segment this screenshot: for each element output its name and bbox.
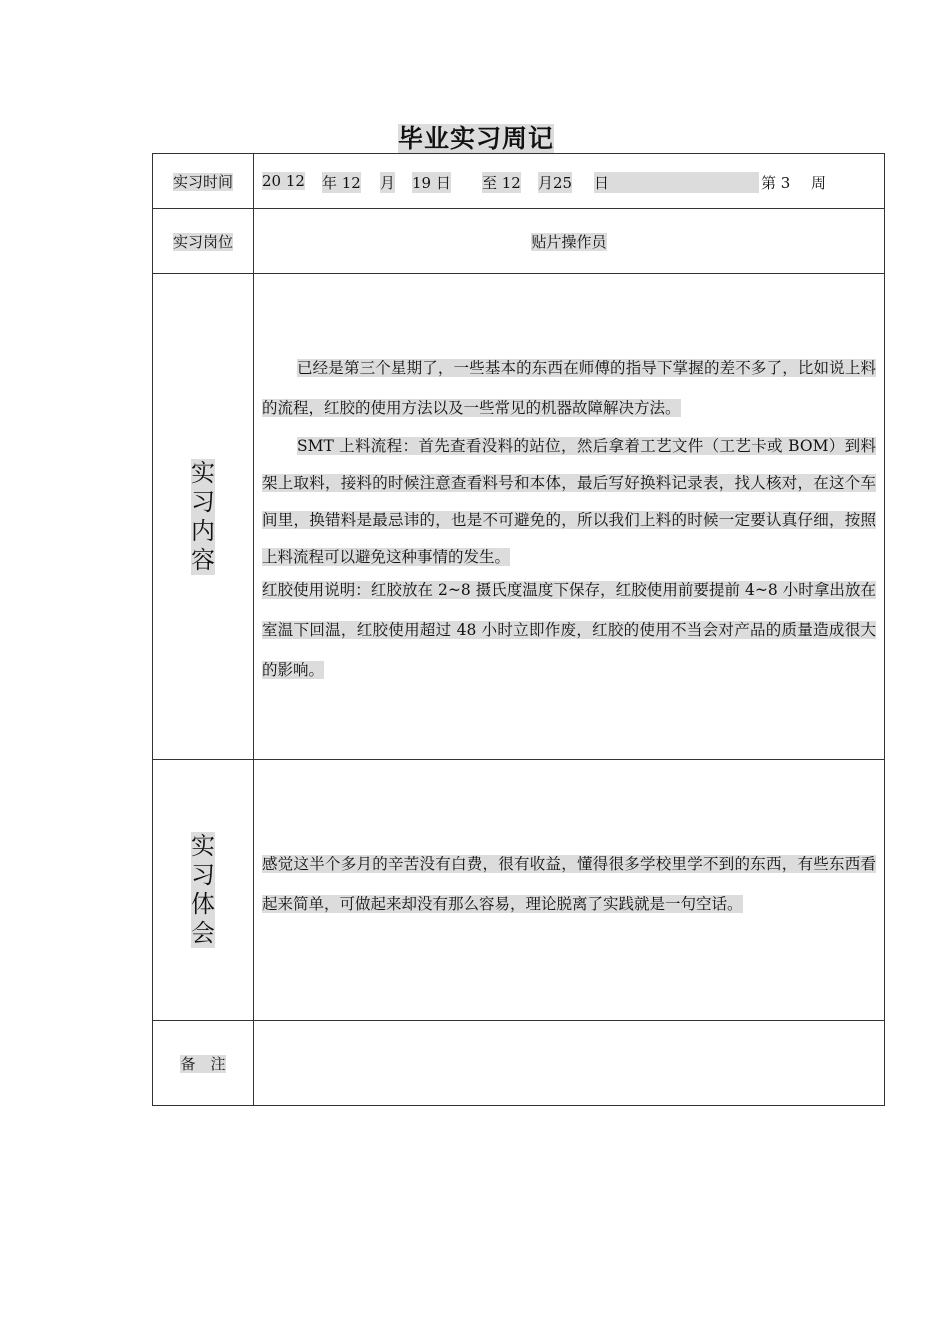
experience-label-cell bbox=[153, 760, 254, 1021]
time-end-month: 月25 bbox=[538, 174, 573, 192]
weekly-journal-form bbox=[152, 153, 885, 1106]
content-paragraph-3: 红胶使用说明：红胶放在 2~8 摄氏度温度下保存，红胶使用前要提前 4~8 小时拿出放在室温下回温，红胶使用超过 48 小时立即作废，红胶的使用不当会对产品的质量造成很大的影响。 bbox=[262, 581, 876, 679]
time-day: 19 日 bbox=[412, 174, 451, 192]
week-number: 第 3 bbox=[761, 174, 791, 192]
experience-text: 感觉这半个多月的辛苦没有白费，很有收益，懂得很多学校里学不到的东西，有些东西看起来简单，可做起来却没有那么容易，理论脱离了实践就是一句空话。 bbox=[262, 855, 876, 913]
content-row bbox=[153, 274, 885, 760]
time-end-day: 日 bbox=[594, 172, 759, 193]
content-cell bbox=[254, 274, 885, 760]
time-label: 实习时间 bbox=[172, 172, 233, 191]
note-label: 备 注 bbox=[180, 1054, 226, 1073]
content-paragraph-2: SMT 上料流程：首先查看没料的站位，然后拿着工艺文件（工艺卡或 BOM）到料架上取料，接料的时候注意查看料号和本体，最后写好换料记录表，找人核对，在这个车间里，换错料是最忌讳的，也是不可避免的，所以我们上料的时候一定要认真仔细，按照上料流程可以避免这种事情的发生。 bbox=[262, 437, 876, 566]
post-label: 实习岗位 bbox=[172, 232, 233, 251]
experience-row bbox=[153, 760, 885, 1021]
time-year-unit: 年 12 bbox=[322, 174, 361, 192]
content-label-cell bbox=[153, 274, 254, 760]
experience-cell bbox=[254, 760, 885, 1021]
content-label: 实习内容 bbox=[191, 458, 215, 574]
week-unit: 周 bbox=[811, 174, 827, 192]
time-year: 20 12 bbox=[262, 172, 305, 190]
note-value-cell bbox=[254, 1021, 885, 1106]
post-row bbox=[153, 209, 885, 274]
content-paragraph-1: 已经是第三个星期了，一些基本的东西在师傅的指导下掌握的差不多了，比如说上料的流程，红胶的使用方法以及一些常见的机器故障解决方法。 bbox=[262, 359, 876, 417]
time-value-cell bbox=[254, 154, 885, 209]
post-label-cell bbox=[153, 209, 254, 274]
time-label-cell bbox=[153, 154, 254, 209]
post-value-cell bbox=[254, 209, 885, 274]
post-value: 贴片操作员 bbox=[531, 232, 607, 251]
experience-label: 实习体会 bbox=[191, 832, 215, 947]
time-row bbox=[153, 154, 885, 209]
note-label-cell bbox=[153, 1021, 254, 1106]
note-row bbox=[153, 1021, 885, 1106]
time-month-unit: 月 bbox=[380, 174, 396, 192]
page-title: 毕业实习周记 bbox=[398, 124, 555, 153]
time-to: 至 12 bbox=[482, 174, 521, 192]
content-text bbox=[254, 343, 884, 690]
